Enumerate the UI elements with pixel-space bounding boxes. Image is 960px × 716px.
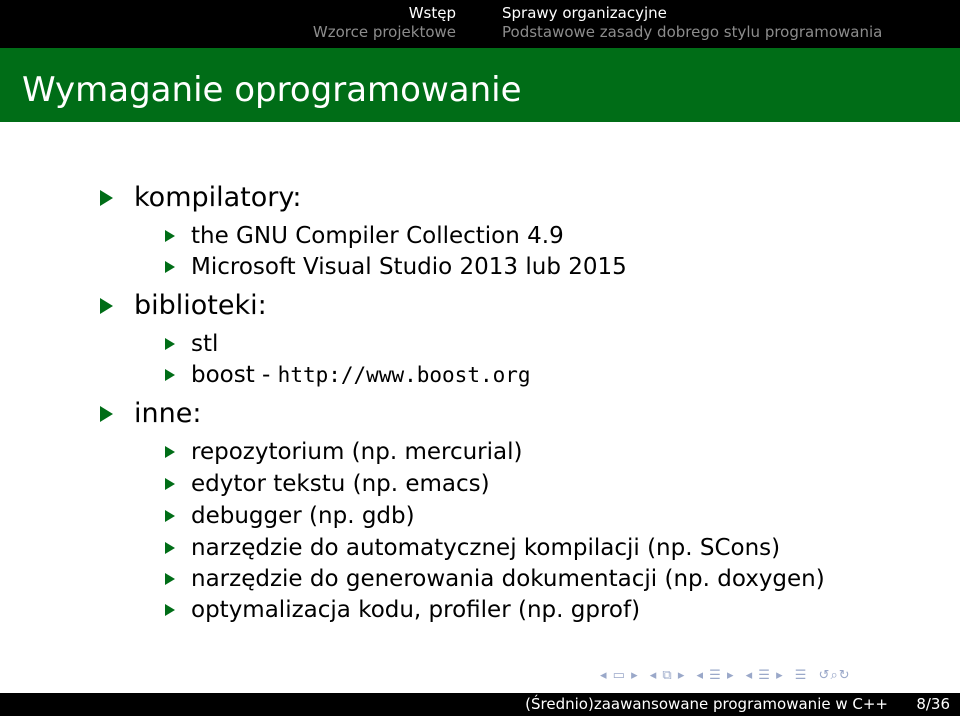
nav-section-icon[interactable]: ◂ ☰ ▸: [696, 668, 735, 683]
item-label: narzędzie do automatycznej kompilacji (np. SCons): [191, 535, 781, 561]
beamer-navigation-symbols: [600, 668, 857, 688]
triangle-bullet-icon: [165, 338, 175, 350]
triangle-bullet-icon: [165, 261, 175, 273]
item-label: repozytorium (np. mercurial): [191, 439, 523, 465]
frame-title: Wymaganie oprogramowanie: [22, 70, 522, 110]
nav-section-alt-icon[interactable]: ◂ ☰ ▸: [745, 668, 784, 683]
item-label: the GNU Compiler Collection 4.9: [191, 223, 564, 249]
item-label: optymalizacja kodu, profiler (np. gprof): [191, 597, 641, 623]
list-item: [191, 534, 780, 562]
item-label: biblioteki:: [134, 290, 267, 321]
footer-bar: [0, 693, 960, 716]
list-item: [191, 253, 627, 281]
list-item: [191, 222, 564, 250]
list-item: [191, 470, 490, 498]
triangle-bullet-icon: [165, 478, 175, 490]
nav-subsection-icon[interactable]: ◂ ⧉ ▸: [649, 668, 686, 683]
triangle-bullet-icon: [165, 510, 175, 522]
triangle-bullet-icon: [165, 573, 175, 585]
list-item: [191, 330, 218, 358]
list-item: [191, 438, 523, 466]
triangle-bullet-icon: [165, 369, 175, 381]
nav-frame-icon[interactable]: ◂ ▭ ▸: [600, 668, 639, 683]
item-label: narzędzie do generowania dokumentacji (np. doxygen): [191, 566, 825, 592]
list-item: [134, 182, 302, 214]
nav-document-icon[interactable]: ☰: [794, 668, 808, 683]
item-label: debugger (np. gdb): [191, 503, 415, 529]
item-label: kompilatory:: [134, 182, 302, 213]
item-label: stl: [191, 331, 219, 357]
frame-title-bar: [0, 48, 960, 122]
triangle-bullet-icon: [165, 230, 175, 242]
nav-section-intro[interactable]: Wstęp: [408, 4, 456, 22]
item-label: Microsoft Visual Studio 2013 lub 2015: [191, 254, 627, 280]
triangle-bullet-icon: [165, 604, 175, 616]
nav-search-icon[interactable]: ↺⌕↻: [818, 668, 851, 683]
list-item: [134, 290, 267, 322]
list-item: [134, 398, 201, 430]
item-label: boost -: [191, 362, 278, 388]
triangle-bullet-icon: [100, 190, 113, 206]
list-item: [191, 502, 415, 530]
page-number: 8/36: [916, 695, 950, 713]
subsection-nav: [502, 0, 882, 48]
triangle-bullet-icon: [165, 542, 175, 554]
nav-subsection-style-rules[interactable]: Podstawowe zasady dobrego stylu programowania: [502, 23, 883, 41]
list-item: [191, 565, 825, 593]
triangle-bullet-icon: [100, 406, 113, 422]
boost-url-link[interactable]: http://www.boost.org: [277, 363, 531, 387]
list-item: [191, 596, 640, 624]
footer-title: (Średnio)zaawansowane programowanie w C++: [525, 695, 888, 713]
header-navigation-bar: [0, 0, 960, 48]
item-label: inne:: [134, 398, 202, 429]
triangle-bullet-icon: [100, 298, 113, 314]
nav-subsection-design-patterns[interactable]: Wzorce projektowe: [312, 23, 456, 41]
triangle-bullet-icon: [165, 446, 175, 458]
section-nav: [0, 0, 470, 48]
item-label: edytor tekstu (np. emacs): [191, 471, 490, 497]
nav-section-organizational[interactable]: Sprawy organizacyjne: [502, 4, 667, 22]
list-item: [191, 361, 531, 389]
